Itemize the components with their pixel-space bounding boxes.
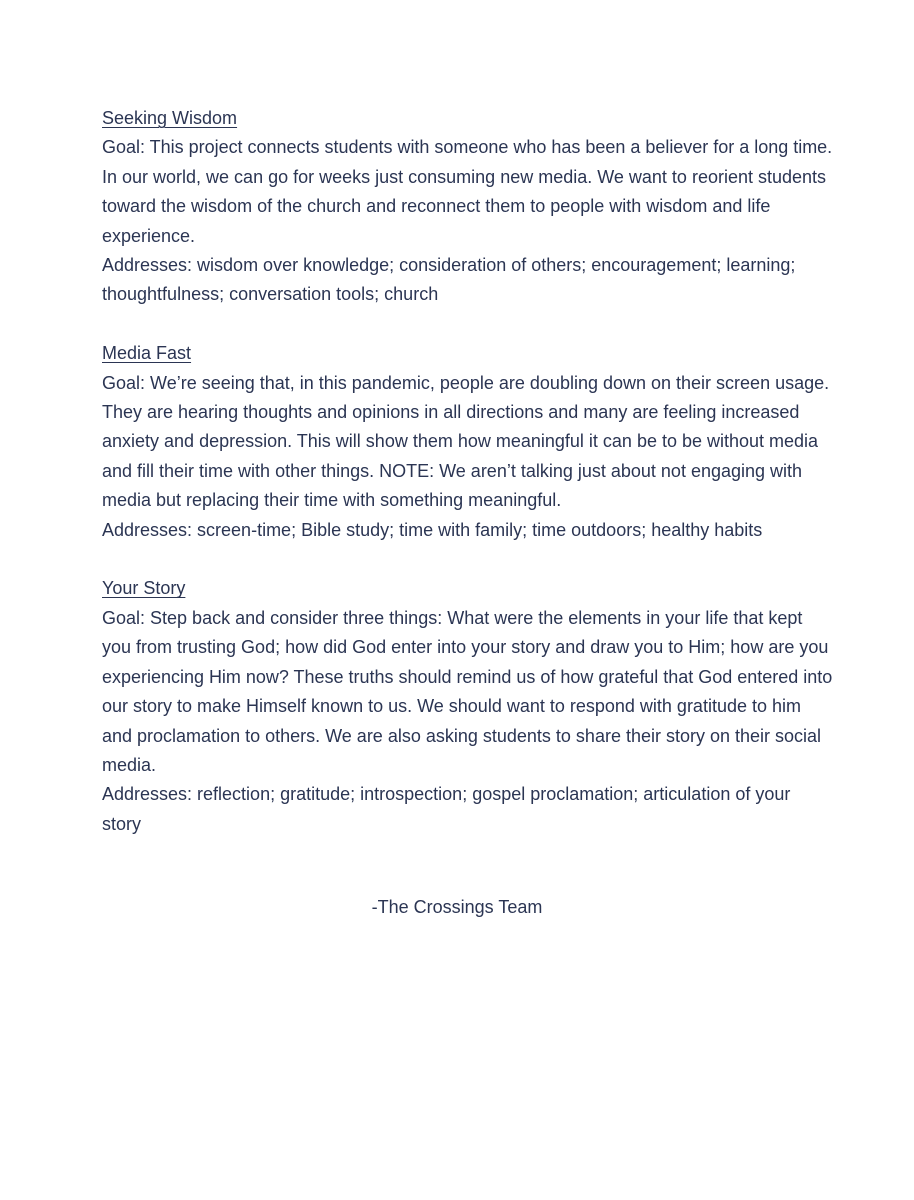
addresses-line: Addresses: screen-time; Bible study; time with family; time outdoors; healthy habits [102,519,763,540]
section-heading: Media Fast [102,343,192,364]
body-line: our story to make Himself known to us. We should want to respond with gratitude to him [102,696,801,717]
body-line: anxiety and depression. This will show them how meaningful it can be to be without media [102,431,819,452]
section-seeking-wisdom [102,104,832,310]
addresses-line: Addresses: reflection; gratitude; introspection; gospel proclamation; articulation of your [102,784,791,805]
section-heading: Your Story [102,578,186,599]
body-line: Goal: Step back and consider three things: What were the elements in your life that kept [102,607,803,628]
body-line: In our world, we can go for weeks just consuming new media. We want to reorient students [102,166,827,187]
section-media-fast [102,339,832,545]
addresses-line: Addresses: wisdom over knowledge; consideration of others; encouragement; learning; [102,255,796,276]
body-line: and fill their time with other things. NOTE: We aren’t talking just about not engaging with [102,460,803,481]
document-body [102,104,832,869]
signature: -The Crossings Team [371,897,543,917]
body-line: toward the wisdom of the church and reconnect them to people with wisdom and life [102,196,771,217]
section-your-story [102,574,832,839]
addresses-line: thoughtfulness; conversation tools; church [102,284,439,305]
body-line: experiencing Him now? These truths should remind us of how grateful that God entered into [102,666,833,687]
body-line: They are hearing thoughts and opinions in all directions and many are feeling increased [102,402,800,423]
body-line: media. [102,754,157,775]
body-line: Goal: We’re seeing that, in this pandemic, people are doubling down on their screen usage. [102,372,830,393]
body-line: media but replacing their time with something meaningful. [102,490,562,511]
body-line: and proclamation to others. We are also asking students to share their story on their social [102,725,822,746]
addresses-line: story [102,813,142,834]
body-line: Goal: This project connects students with someone who has been a believer for a long time. [102,137,833,158]
body-line: you from trusting God; how did God enter into your story and draw you to Him; how are you [102,637,829,658]
body-line: experience. [102,225,196,246]
section-heading: Seeking Wisdom [102,108,238,128]
